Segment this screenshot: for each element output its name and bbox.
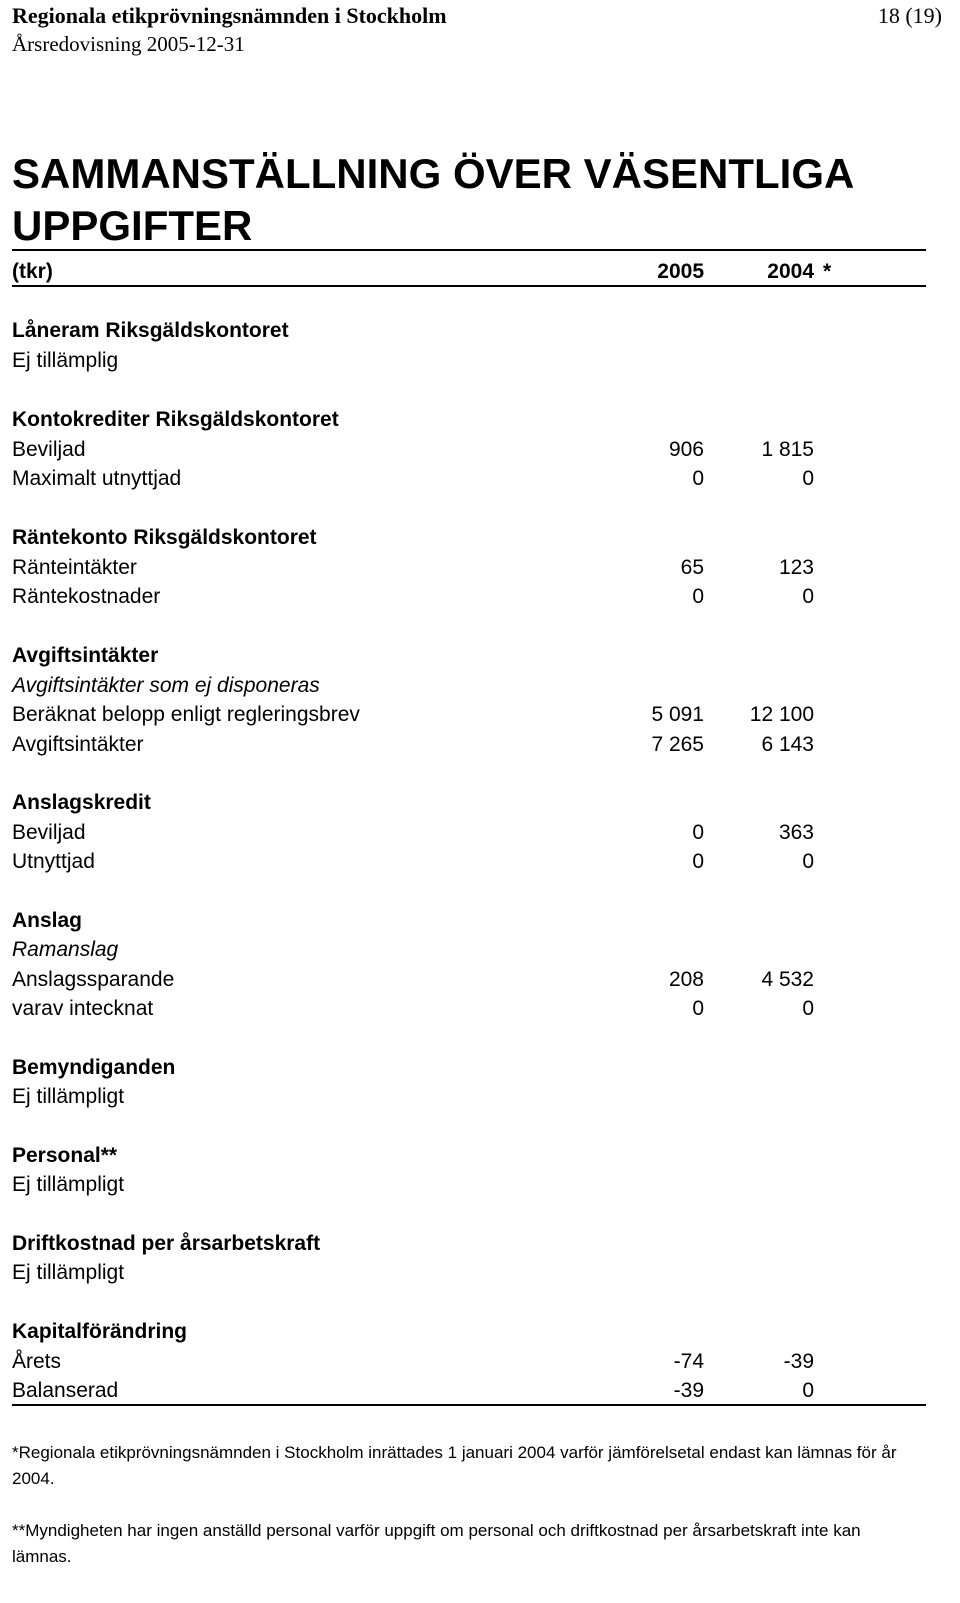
- value-2004: 6 143: [761, 733, 814, 756]
- value-2004: 363: [778, 821, 814, 844]
- table-bottom-divider: [12, 1404, 926, 1406]
- value-2004: 0: [802, 585, 814, 608]
- section-heading-row: [12, 788, 912, 818]
- table-row: [12, 582, 912, 612]
- value-2004: 12 100: [749, 703, 814, 726]
- table-row: [12, 700, 912, 730]
- section-heading-row: [12, 1141, 912, 1171]
- value-2004: 1 815: [761, 438, 814, 461]
- value-2005: 208: [668, 968, 704, 991]
- table-header-divider: [12, 285, 926, 287]
- table-row: [12, 994, 912, 1024]
- row-label: Ej tillämpligt: [12, 1085, 125, 1108]
- table-row: [12, 346, 912, 376]
- row-label: Avgiftsintäkter som ej disponeras: [12, 674, 320, 697]
- row-label: Låneram Riksgäldskontoret: [12, 319, 289, 342]
- row-label: Beviljad: [12, 821, 86, 844]
- row-label: Utnyttjad: [12, 850, 95, 873]
- table-row: [12, 1258, 912, 1288]
- value-2005: 0: [692, 585, 704, 608]
- row-label: Anslagssparande: [12, 968, 175, 991]
- table-row: [12, 671, 912, 701]
- row-label: Ej tillämplig: [12, 349, 119, 372]
- value-2005: 65: [680, 556, 704, 579]
- table-row: [12, 553, 912, 583]
- table-row: [12, 1082, 912, 1112]
- value-2005: 7 265: [651, 733, 704, 756]
- table-row: [12, 1376, 912, 1406]
- value-2005: 906: [668, 438, 704, 461]
- value-2004: -39: [783, 1350, 814, 1373]
- table-row: [12, 1347, 912, 1377]
- unit-label: (tkr): [12, 260, 53, 283]
- row-label: Beviljad: [12, 438, 86, 461]
- header-divider: [12, 249, 926, 251]
- row-label: Avgiftsintäkter: [12, 644, 159, 667]
- column-header-2005: 2005: [657, 260, 704, 283]
- row-label: Maximalt utnyttjad: [12, 467, 182, 490]
- row-label: Kapitalförändring: [12, 1320, 188, 1343]
- value-2005: -39: [673, 1379, 704, 1402]
- table-row: [12, 935, 912, 965]
- row-label: Bemyndiganden: [12, 1056, 176, 1079]
- row-label: Årets: [12, 1350, 62, 1373]
- section-heading-row: [12, 1053, 912, 1083]
- value-2004: 0: [802, 1379, 814, 1402]
- row-label: Anslagskredit: [12, 791, 151, 814]
- value-2004: 123: [778, 556, 814, 579]
- table-row: [12, 435, 912, 465]
- value-2005: 0: [692, 467, 704, 490]
- page-number: 18 (19): [877, 3, 942, 28]
- row-label: Balanserad: [12, 1379, 119, 1402]
- value-2005: 0: [692, 997, 704, 1020]
- value-2004: 0: [802, 467, 814, 490]
- footnote-comparison: *Regionala etikprövningsnämnden i Stockholm inrättades 1 januari 2004 varför jämförelsetal endast kan lämnas för år 2004.: [12, 1443, 897, 1488]
- section-heading-row: [12, 523, 912, 553]
- section-heading-row: [12, 405, 912, 435]
- table-row: [12, 818, 912, 848]
- section-heading-row: [12, 641, 912, 671]
- value-2004: 4 532: [761, 968, 814, 991]
- row-label: Kontokrediter Riksgäldskontoret: [12, 408, 339, 431]
- section-heading-row: [12, 316, 912, 346]
- table-header-row: [12, 257, 912, 287]
- table-row: [12, 965, 912, 995]
- section-heading-row: [12, 906, 912, 936]
- value-2005: 0: [692, 850, 704, 873]
- document-title: SAMMANSTÄLLNING ÖVER VÄSENTLIGA UPPGIFTER: [12, 150, 853, 249]
- row-label: Avgiftsintäkter: [12, 733, 144, 756]
- table-row: [12, 464, 912, 494]
- column-footnote-marker: *: [823, 260, 832, 283]
- row-label: Ej tillämpligt: [12, 1173, 125, 1196]
- section-heading-row: [12, 1229, 912, 1259]
- header-organization: Regionala etikprövningsnämnden i Stockholm: [12, 3, 447, 28]
- row-label: Personal**: [12, 1144, 118, 1167]
- row-label: Räntekostnader: [12, 585, 161, 608]
- row-label: Anslag: [12, 909, 83, 932]
- row-label: Ränteintäkter: [12, 556, 137, 579]
- section-heading-row: [12, 1317, 912, 1347]
- table-row: [12, 847, 912, 877]
- header-report-title: Årsredovisning 2005-12-31: [12, 32, 245, 56]
- value-2004: 0: [802, 850, 814, 873]
- row-label: varav intecknat: [12, 997, 154, 1020]
- table-row: [12, 730, 912, 760]
- value-2005: 0: [692, 821, 704, 844]
- row-label: Beräknat belopp enligt regleringsbrev: [12, 703, 360, 726]
- row-label: Räntekonto Riksgäldskontoret: [12, 526, 317, 549]
- value-2004: 0: [802, 997, 814, 1020]
- value-2005: 5 091: [651, 703, 704, 726]
- value-2005: -74: [673, 1350, 704, 1373]
- row-label: Ramanslag: [12, 938, 119, 961]
- column-header-2004: 2004: [767, 260, 814, 283]
- footnote-personnel: **Myndigheten har ingen anställd personal varför uppgift om personal och driftkostnad per årsarbetskraft inte kan lämnas.: [12, 1521, 861, 1566]
- row-label: Driftkostnad per årsarbetskraft: [12, 1232, 321, 1255]
- table-row: [12, 1170, 912, 1200]
- row-label: Ej tillämpligt: [12, 1261, 125, 1284]
